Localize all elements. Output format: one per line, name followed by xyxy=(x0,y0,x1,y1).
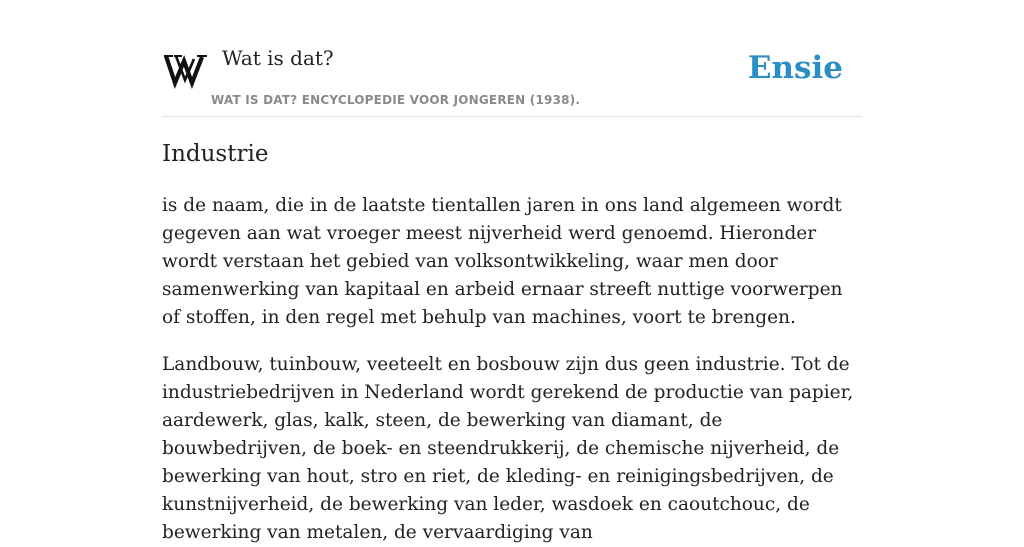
article-paragraph: is de naam, die in de laatste tientallen jaren in ons land algemeen wordt gegeven aan wat vroeger meest nijverheid werd genoemd. Hieronder wordt verstaan het gebied van volksontwikkeling, waar men door samenwerking van kapitaal en arbeid ernaar streeft nuttige voorwerpen of stoffen, in den regel met behulp van machines, voort te brengen. xyxy=(162,195,843,328)
article-paragraph: Landbouw, tuinbouw, veeteelt en bosbouw zijn dus geen industrie. Tot de industriebedrijven in Nederland wordt gerekend de productie van papier, aardewerk, glas, kalk, steen, de bewerking van diamant, de bouwbedrijven, de boek- en steendrukkerij, de chemische nijverheid, de bewerking van hout, stro en riet, de kleding- en reinigingsbedrijven, de kunstnijverheid, de bewerking van leder, wasdoek en caoutchouc, de bewerking van metalen, de vervaardiging van xyxy=(162,354,854,543)
logo-w-glyph xyxy=(164,50,208,90)
wikisource-w-icon[interactable] xyxy=(164,50,208,90)
source-subtitle: WAT IS DAT? ENCYCLOPEDIE VOOR JONGEREN (1938). xyxy=(211,93,581,107)
site-title[interactable]: Wat is dat? xyxy=(222,46,334,70)
article-title: Industrie xyxy=(162,141,269,167)
article xyxy=(162,138,862,547)
site-header xyxy=(162,0,862,117)
brand-logo-link[interactable]: Ensie xyxy=(747,50,843,86)
